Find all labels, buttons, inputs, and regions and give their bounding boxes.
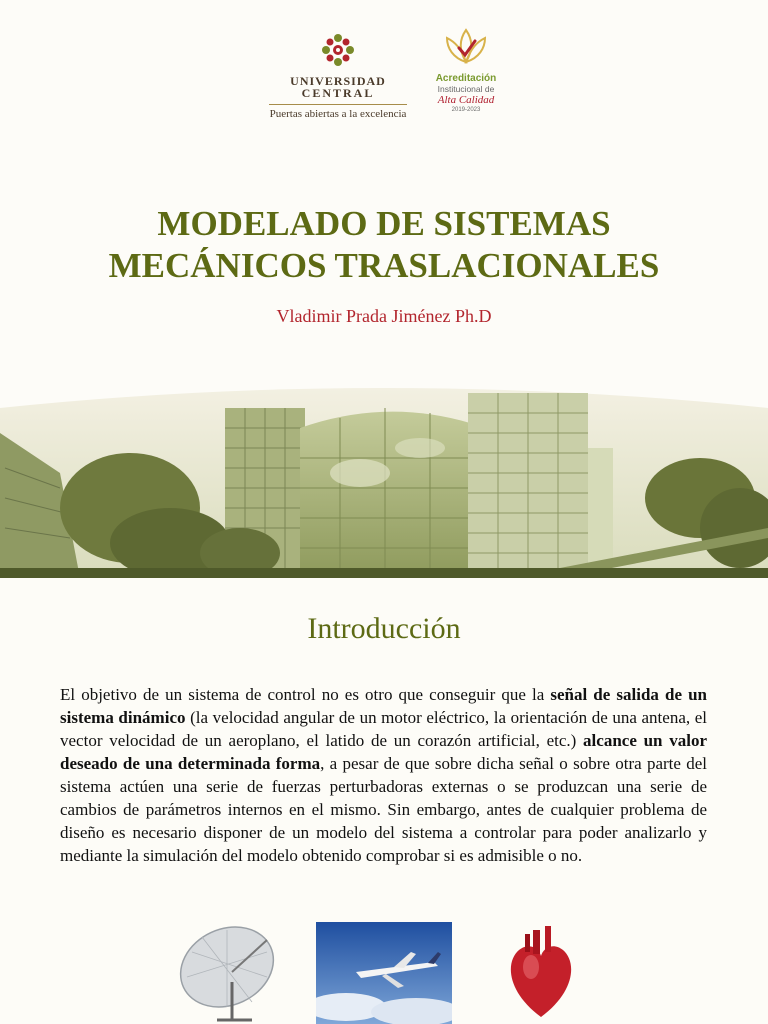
university-tagline: Puertas abiertas a la excelencia — [269, 108, 407, 120]
logo-divider — [269, 104, 407, 105]
accreditation-leaf-icon — [439, 28, 493, 68]
paragraph-text: , a pesar de que sobre dicha señal o sobre otra parte del sistema actúen una serie de fuerzas perturbadoras externas o se produzcan una serie de cambios de parámetros internos en el mismo. Sin embargo, antes de cualquier problema de diseño es necesario disponer de un modelo del sistema a controlar para poder analizarlo y mediante la simulación del modelo obtenido comprobar si es admisible o no. — [60, 754, 707, 865]
accreditation-line1: Acreditación — [435, 73, 497, 84]
title-line1: MODELADO DE SISTEMAS — [157, 204, 611, 243]
emphasis-text: alcance un valor deseado de una determinada forma — [60, 731, 708, 773]
paragraph-text: El objetivo de un sistema de control no es otro que conseguir que la — [60, 685, 551, 704]
accreditation-line3: Alta Calidad — [437, 94, 495, 106]
artificial-heart-image — [497, 922, 585, 1024]
university-name-line2: CENTRAL — [301, 86, 375, 100]
page-title — [0, 203, 768, 287]
satellite-dish-image — [172, 922, 290, 1024]
accreditation-logo — [425, 28, 507, 124]
author-name: Vladimir Prada Jiménez Ph.D — [276, 306, 492, 326]
university-name-line1: UNIVERSIDAD — [290, 74, 386, 88]
intro-slide — [0, 588, 768, 1024]
accreditation-line2: Institucional de — [437, 84, 495, 94]
emphasis-text: señal de salida de un sistema dinámico — [60, 685, 707, 727]
campus-buildings-banner — [0, 378, 768, 578]
airplane-image — [316, 922, 452, 1024]
section-heading: Introducción — [307, 612, 461, 645]
university-logo — [268, 32, 408, 122]
university-emblem-icon — [320, 32, 356, 68]
intro-paragraph — [60, 683, 707, 867]
paragraph-text: (la velocidad angular de un motor eléctrico, la orientación de una antena, el vector velocidad de un aeroplano, el latido de un corazón artificial, etc.) — [60, 708, 707, 750]
accreditation-years: 2019-2023 — [451, 107, 481, 113]
title-line2: MECÁNICOS TRASLACIONALES — [108, 246, 660, 285]
